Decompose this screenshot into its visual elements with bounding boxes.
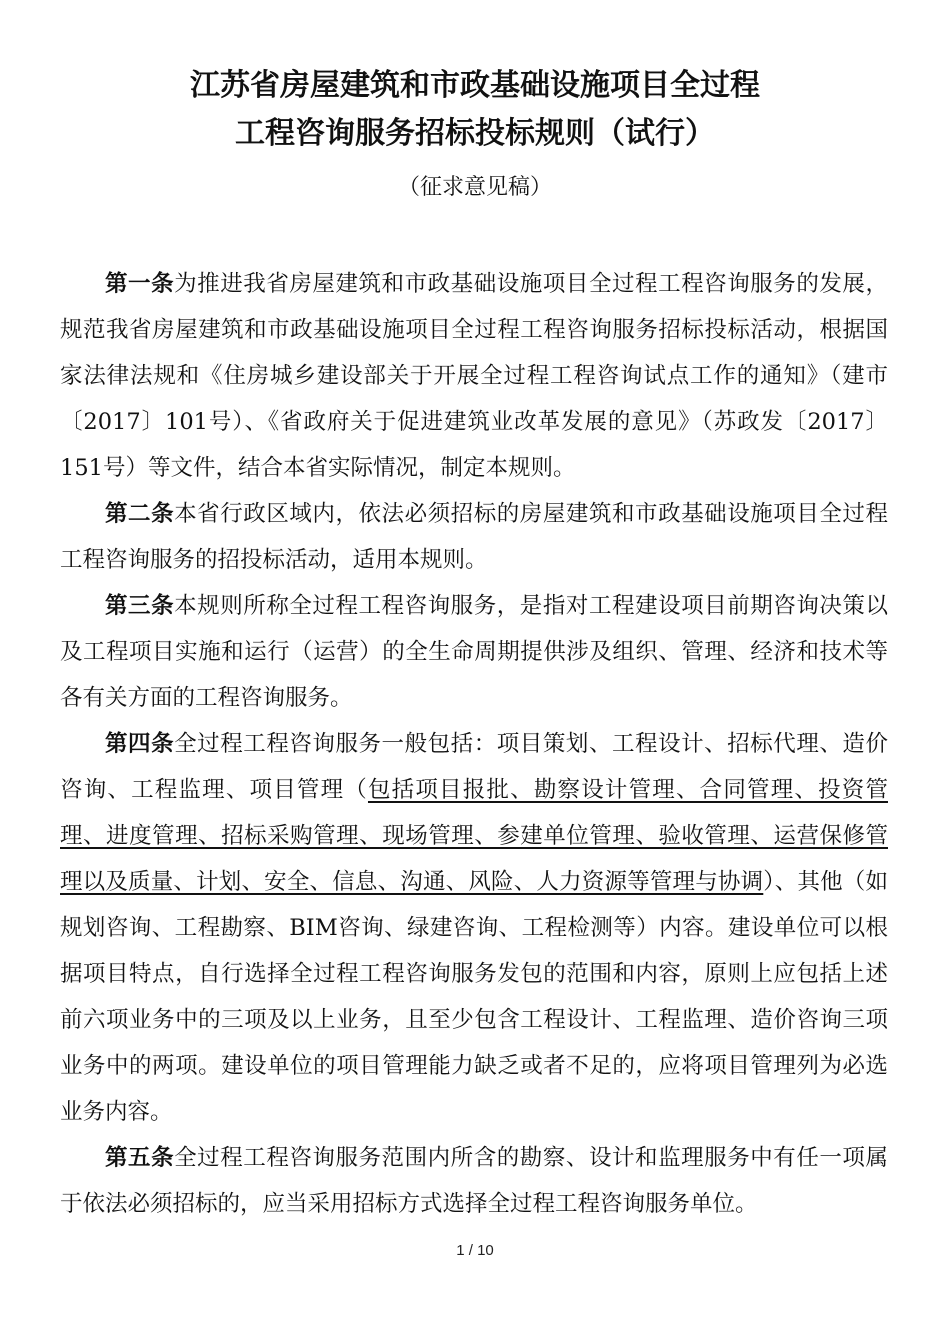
page-number: 1 / 10 — [456, 1242, 494, 1259]
article-1-label: 第一条 — [105, 271, 175, 297]
document-title-line-2: 工程咨询服务招标投标规则（试行） — [235, 116, 715, 151]
article-4-text-before: 全过程工程咨询服务一般包括：项目策划、工程设计、招标代理、造价咨询、工程监理、项目管理（ — [60, 731, 888, 803]
article-4 — [60, 721, 888, 1135]
article-2-label: 第二条 — [105, 501, 175, 527]
article-5-label: 第五条 — [105, 1145, 175, 1171]
article-1 — [60, 261, 888, 491]
document-body — [60, 261, 888, 1227]
article-3 — [60, 583, 888, 721]
article-5 — [60, 1135, 888, 1227]
article-1-text: 为推进我省房屋建筑和市政基础设施项目全过程工程咨询服务的发展，规范我省房屋建筑和市政基础设施项目全过程工程咨询服务招标投标活动，根据国家法律法规和《住房城乡建设部关于开展全过程工程咨询试点工作的通知》（建市〔2017〕101号）、《省政府关于促进建筑业改革发展的意见》（苏政发〔2017〕151号）等文件，结合本省实际情况，制定本规则。 — [60, 271, 888, 481]
article-4-label: 第四条 — [105, 731, 175, 757]
document-title-line-1: 江苏省房屋建筑和市政基础设施项目全过程 — [190, 68, 760, 103]
article-4-text-after: ）、其他（如规划咨询、工程勘察、BIM咨询、绿建咨询、工程检测等）内容。建设单位可以根据项目特点，自行选择全过程工程咨询服务发包的范围和内容，原则上应包括上述前六项业务中的三项及以上业务，且至少包含工程设计、工程监理、造价咨询三项业务中的两项。建设单位的项目管理能力缺乏或者不足的，应将项目管理列为必选业务内容。 — [60, 869, 888, 1125]
article-2-text: 本省行政区域内，依法必须招标的房屋建筑和市政基础设施项目全过程工程咨询服务的招投标活动，适用本规则。 — [60, 501, 888, 573]
article-3-label: 第三条 — [105, 593, 175, 619]
document-subtitle: （征求意见稿） — [397, 175, 552, 200]
article-2 — [60, 491, 888, 583]
article-4-underlined-text: 包括项目报批、勘察设计管理、合同管理、投资管理、进度管理、招标采购管理、现场管理、参建单位管理、验收管理、运营保修管理以及质量、计划、安全、信息、沟通、风险、人力资源等管理与协调 — [60, 777, 888, 895]
article-3-text: 本规则所称全过程工程咨询服务，是指对工程建设项目前期咨询决策以及工程项目实施和运行（运营）的全生命周期提供涉及组织、管理、经济和技术等各有关方面的工程咨询服务。 — [60, 593, 888, 711]
article-5-text: 全过程工程咨询服务范围内所含的勘察、设计和监理服务中有任一项属于依法必须招标的，应当采用招标方式选择全过程工程咨询服务单位。 — [60, 1145, 888, 1217]
